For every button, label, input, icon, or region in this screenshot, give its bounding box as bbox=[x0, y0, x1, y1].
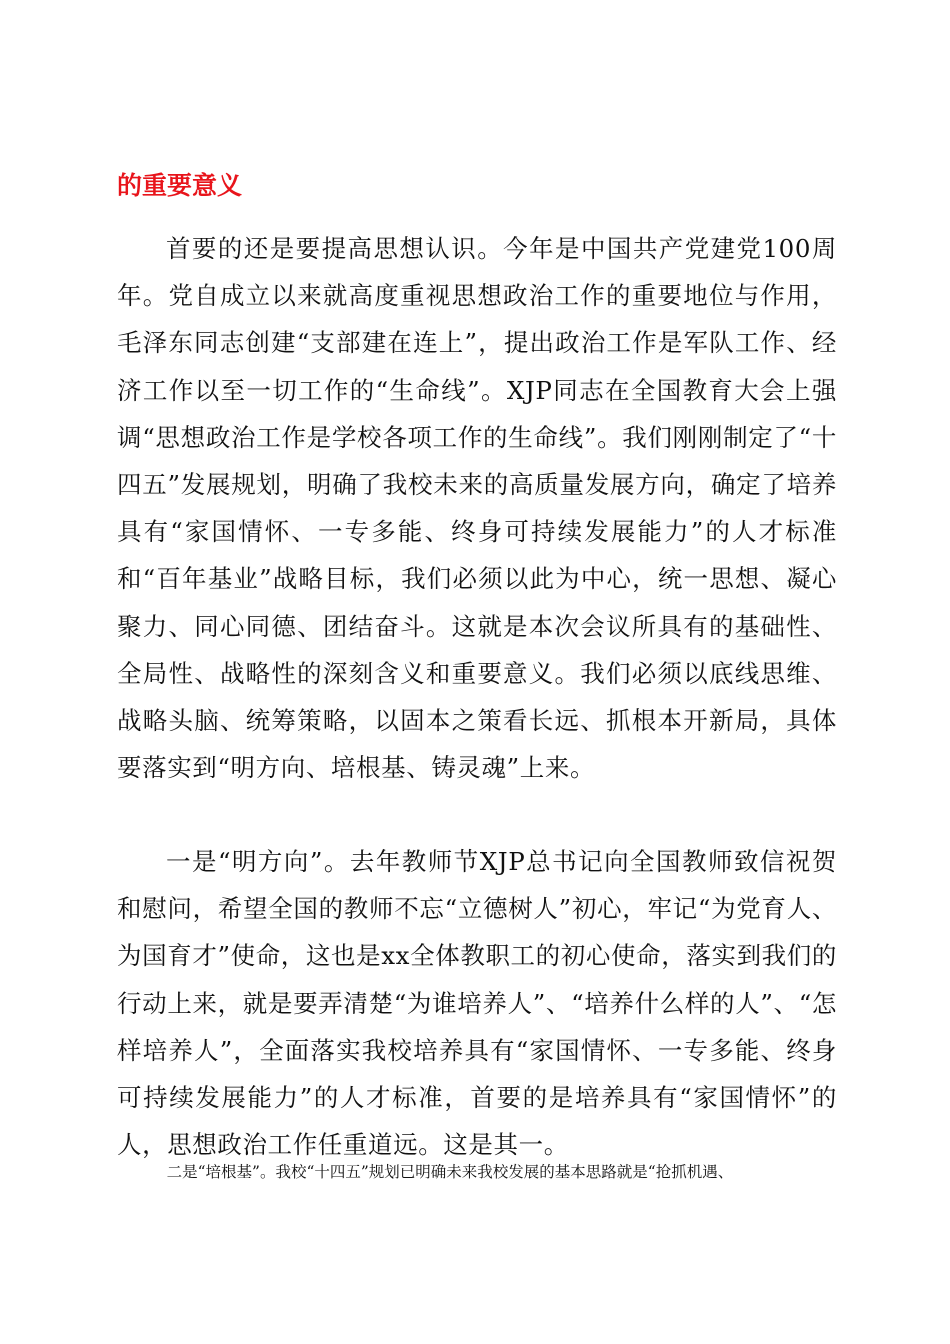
section-heading: 的重要意义 bbox=[117, 171, 243, 200]
paragraph-ideological-awareness: 首要的还是要提高思想认识。今年是中国共产党建党100周年。党自成立以来就高度重视思想政治工作的重要地位与作用，毛泽东同志创建“支部建在连上”，提出政治工作是军队工作、经济工作以至一切工作的“生命线”。XJP同志在全国教育大会上强调“思想政治工作是学校各项工作的生命线”。我们刚刚制定了“十四五”发展规划，明确了我校未来的高质量发展方向，确定了培养具有“家国情怀、一专多能、终身可持续发展能力”的人才标准和“百年基业”战略目标，我们必须以此为中心，统一思想、凝心聚力、同心同德、团结奋斗。这就是本次会议所具有的基础性、全局性、战略性的深刻含义和重要意义。我们必须以底线思维、战略头脑、统筹策略，以固本之策看长远、抓根本开新局，具体要落实到“明方向、培根基、铸灵魂”上来。 bbox=[117, 234, 837, 783]
paragraph-clarify-direction: 一是“明方向”。去年教师节XJP总书记向全国教师致信祝贺和慰问，希望全国的教师不忘“立德树人”初心，牢记“为党育人、为国育才”使命，这也是xx全体教职工的初心使命，落实到我们的行动上来，就是要弄清楚“为谁培养人”、“培养什么样的人”、“怎样培养人”，全面落实我校培养具有“家国情怀、一专多能、终身可持续发展能力”的人才标准，首要的是培养具有“家国情怀”的人，思想政治工作任重道远。这是其一。 bbox=[117, 847, 837, 1160]
paragraph-cultivate-foundation: 二是“培根基”。我校“十四五”规划已明确未来我校发展的基本思路就是“抢抓机遇、 bbox=[166, 1163, 734, 1181]
